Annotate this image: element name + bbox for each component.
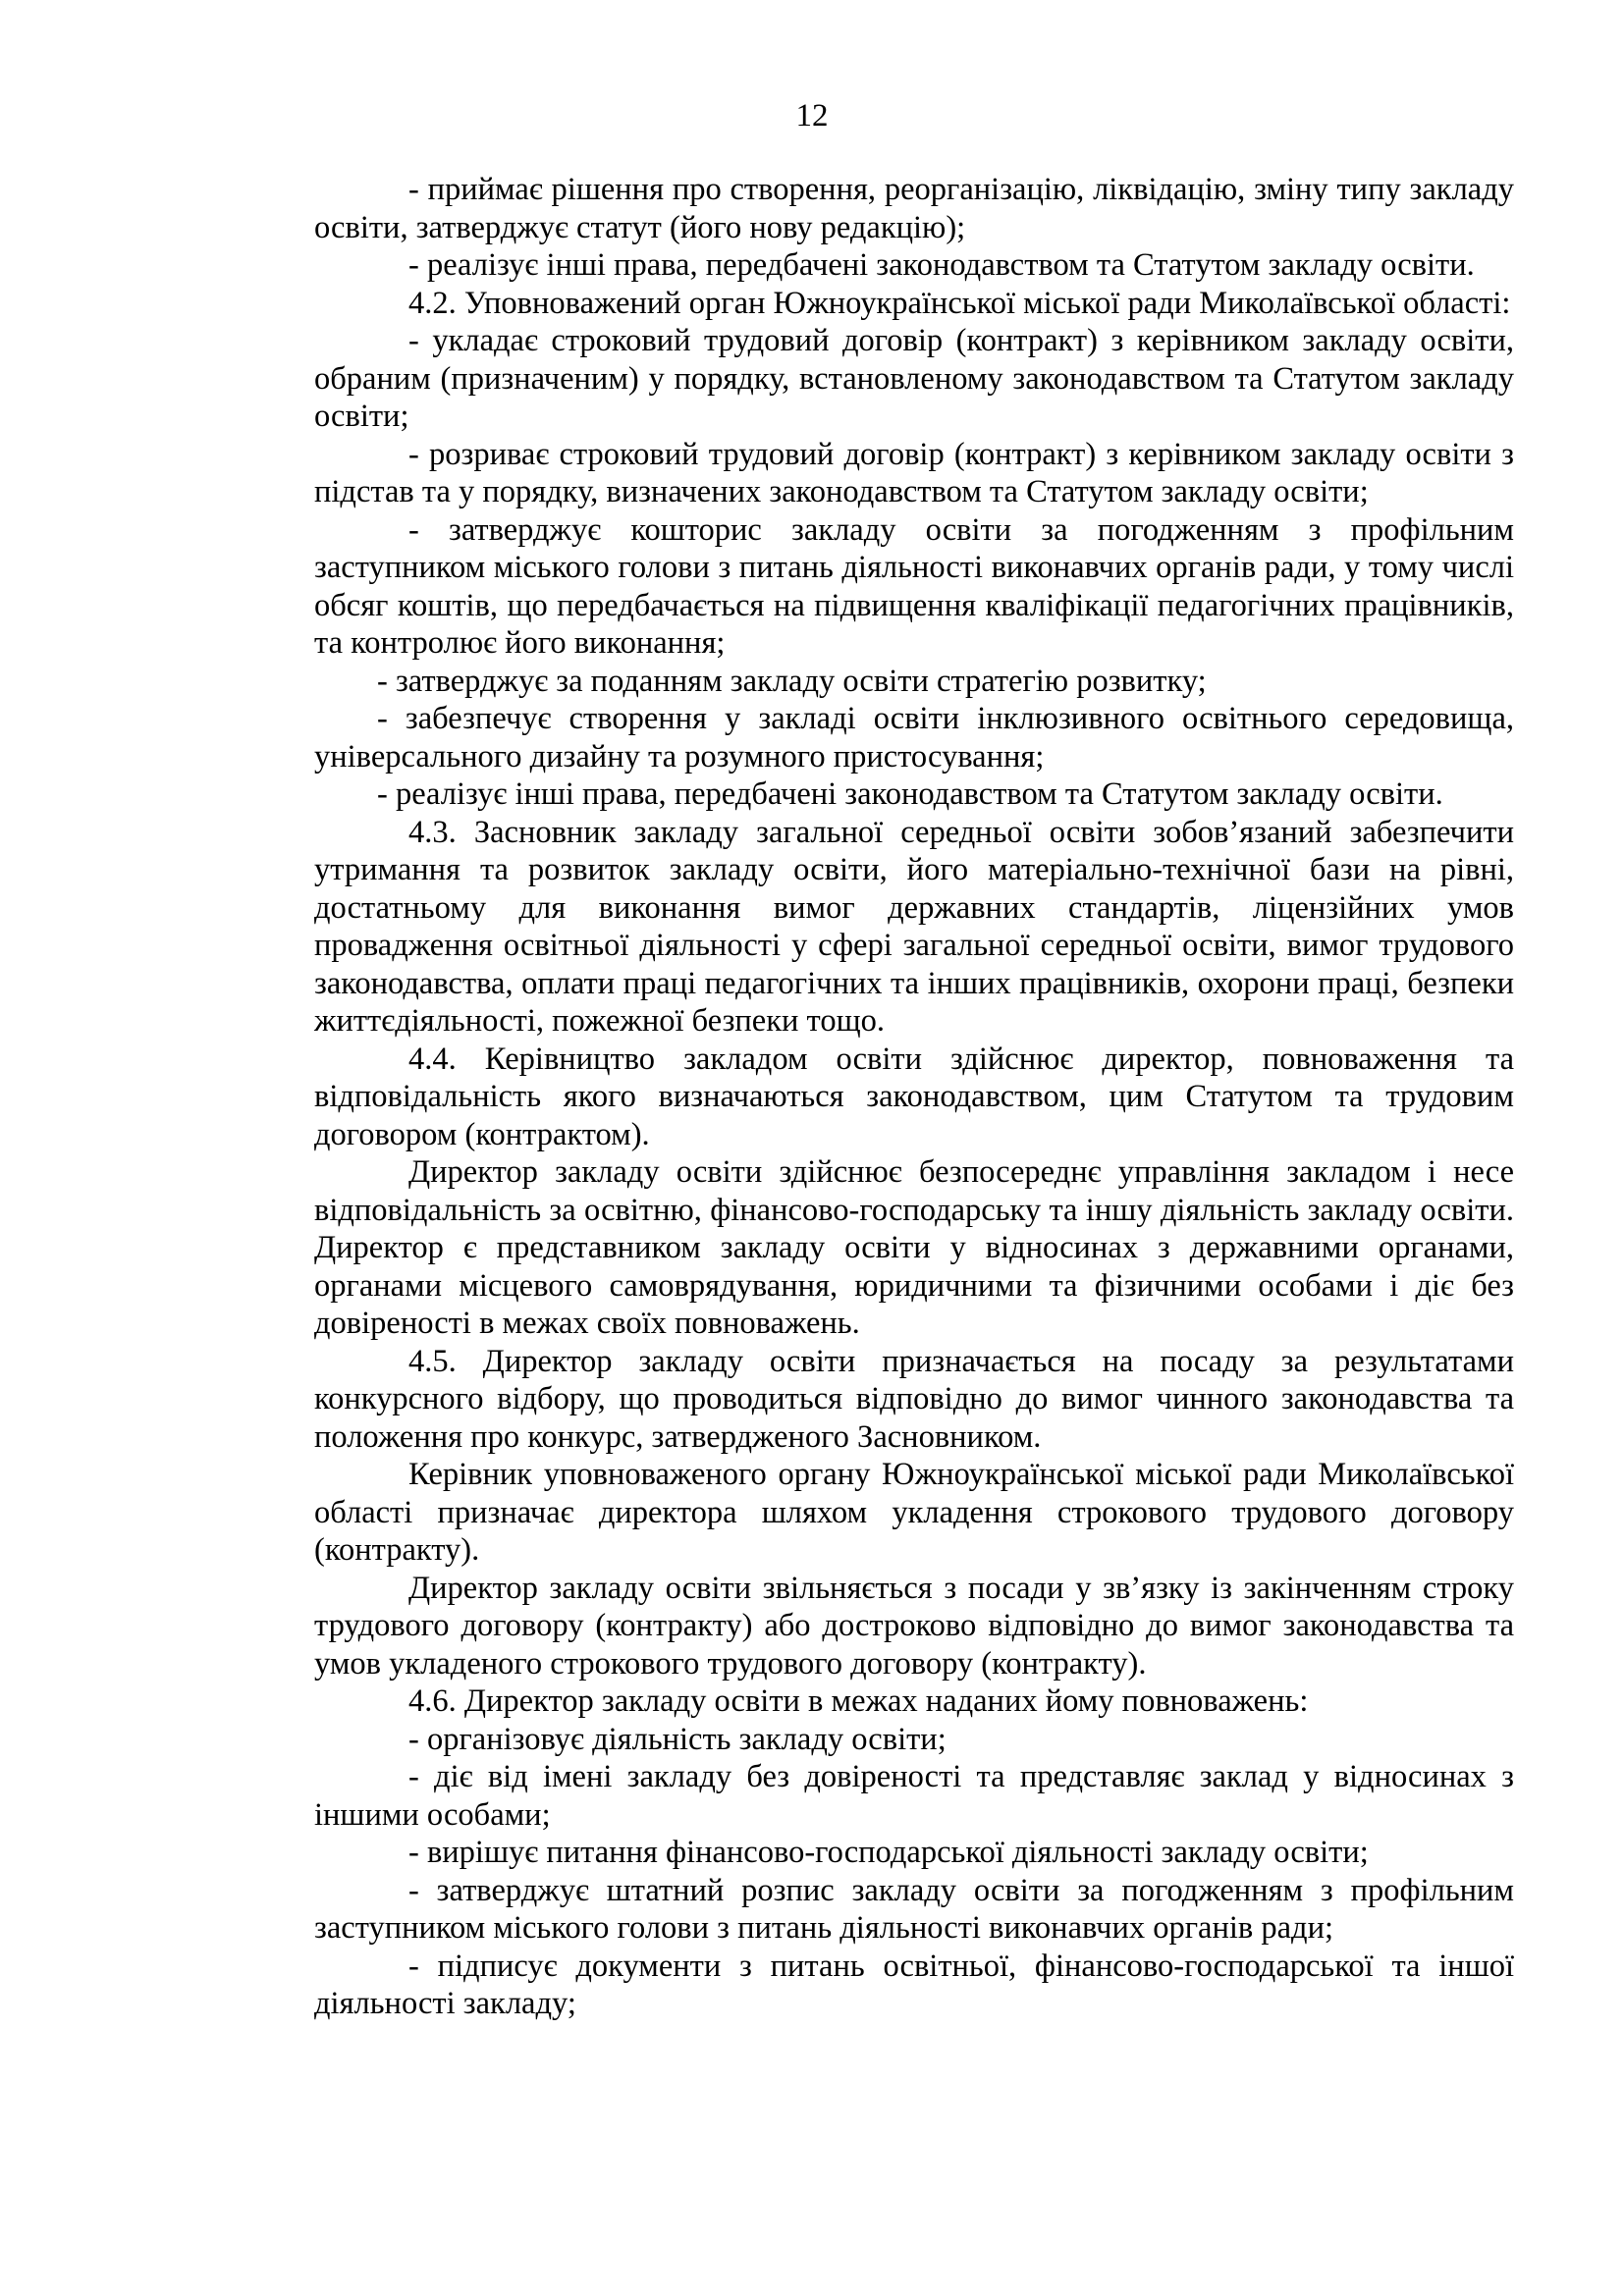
paragraph: - приймає рішення про створення, реорганізацію, ліквідацію, зміну типу закладу освіти, затверджує статут (його нову редакцію);: [314, 172, 1514, 245]
paragraph: 4.2. Уповноважений орган Южноукраїнської міської ради Миколаївської області:: [408, 285, 1511, 321]
paragraph: - затверджує штатний розпис закладу освіти за погодженням з профільним заступником міського голови з питань діяльності виконавчих органів ради;: [314, 1872, 1514, 1946]
paragraph: - діє від імені закладу без довіреності та представляє заклад у відносинах з іншими особами;: [314, 1759, 1514, 1833]
paragraph: - затверджує кошторис закладу освіти за погодженням з профільним заступником міського голови з питань діяльності виконавчих органів ради, у тому числі обсяг коштів, що передбачається на підвищення кваліфікації педагогічних працівників, та контролює його виконання;: [314, 511, 1514, 661]
paragraph: - укладає строковий трудовий договір (контракт) з керівником закладу освіти, обраним (призначеним) у порядку, встановленому законодавством та Статутом закладу освіти;: [314, 323, 1514, 434]
paragraph: 4.3. Засновник закладу загальної середньої освіти зобов’язаний забезпечити утримання та розвиток закладу освіти, його матеріально-технічної бази на рівні, достатньому для виконання вимог державних стандартів, ліцензійних умов провадження освітньої діяльності у сфері загальної середньої освіти, вимог трудового законодавства, оплати праці педагогічних та інших працівників, охорони праці, безпеки життєдіяльності, пожежної безпеки тощо.: [314, 814, 1514, 1039]
paragraph: - підписує документи з питань освітньої, фінансово-господарської та іншої діяльності закладу;: [314, 1948, 1514, 2021]
paragraph: - реалізує інші права, передбачені законодавством та Статутом закладу освіти.: [408, 247, 1475, 283]
paragraph: - вирішує питання фінансово-господарської діяльності закладу освіти;: [408, 1835, 1369, 1870]
paragraph: 4.6. Директор закладу освіти в межах наданих йому повноважень:: [408, 1683, 1309, 1719]
paragraph: Директор закладу освіти здійснює безпосереднє управління закладом і несе відповідальність за освітню, фінансово-господарську та іншу діяльність закладу освіти. Директор є представником закладу освіти у відносинах з державними органами, органами місцевого самоврядування, юридичними та фізичними особами і діє без довіреності в межах своїх повноважень.: [314, 1154, 1514, 1341]
paragraph: - забезпечує створення у закладі освіти інклюзивного освітнього середовища, універсального дизайну та розумного пристосування;: [314, 701, 1514, 774]
paragraph: - затверджує за поданням закладу освіти стратегію розвитку;: [377, 663, 1207, 699]
paragraph: - розриває строковий трудовий договір (контракт) з керівником закладу освіти з підстав та у порядку, визначених законодавством та Статутом закладу освіти;: [314, 436, 1514, 509]
document-body: [314, 171, 1514, 2023]
paragraph: 4.5. Директор закладу освіти призначається на посаду за результатами конкурсного відбору, що проводиться відповідно до вимог чинного законодавства та положення про конкурс, затвердженого Засновником.: [314, 1343, 1514, 1455]
page-number: 12: [795, 98, 829, 133]
paragraph: - реалізує інші права, передбачені законодавством та Статутом закладу освіти.: [377, 776, 1443, 812]
paragraph: - організовує діяльність закладу освіти;: [408, 1721, 947, 1757]
paragraph: Директор закладу освіти звільняється з посади у зв’язку із закінченням строку трудового договору (контракту) або достроково відповідно до вимог законодавства та умов укладеного строкового трудового договору (контракту).: [314, 1570, 1514, 1682]
paragraph: 4.4. Керівництво закладом освіти здійснює директор, повноваження та відповідальність якого визначаються законодавством, цим Статутом та трудовим договором (контрактом).: [314, 1041, 1514, 1152]
paragraph: Керівник уповноваженого органу Южноукраїнської міської ради Миколаївської області призначає директора шляхом укладення строкового трудового договору (контракту).: [314, 1457, 1514, 1568]
